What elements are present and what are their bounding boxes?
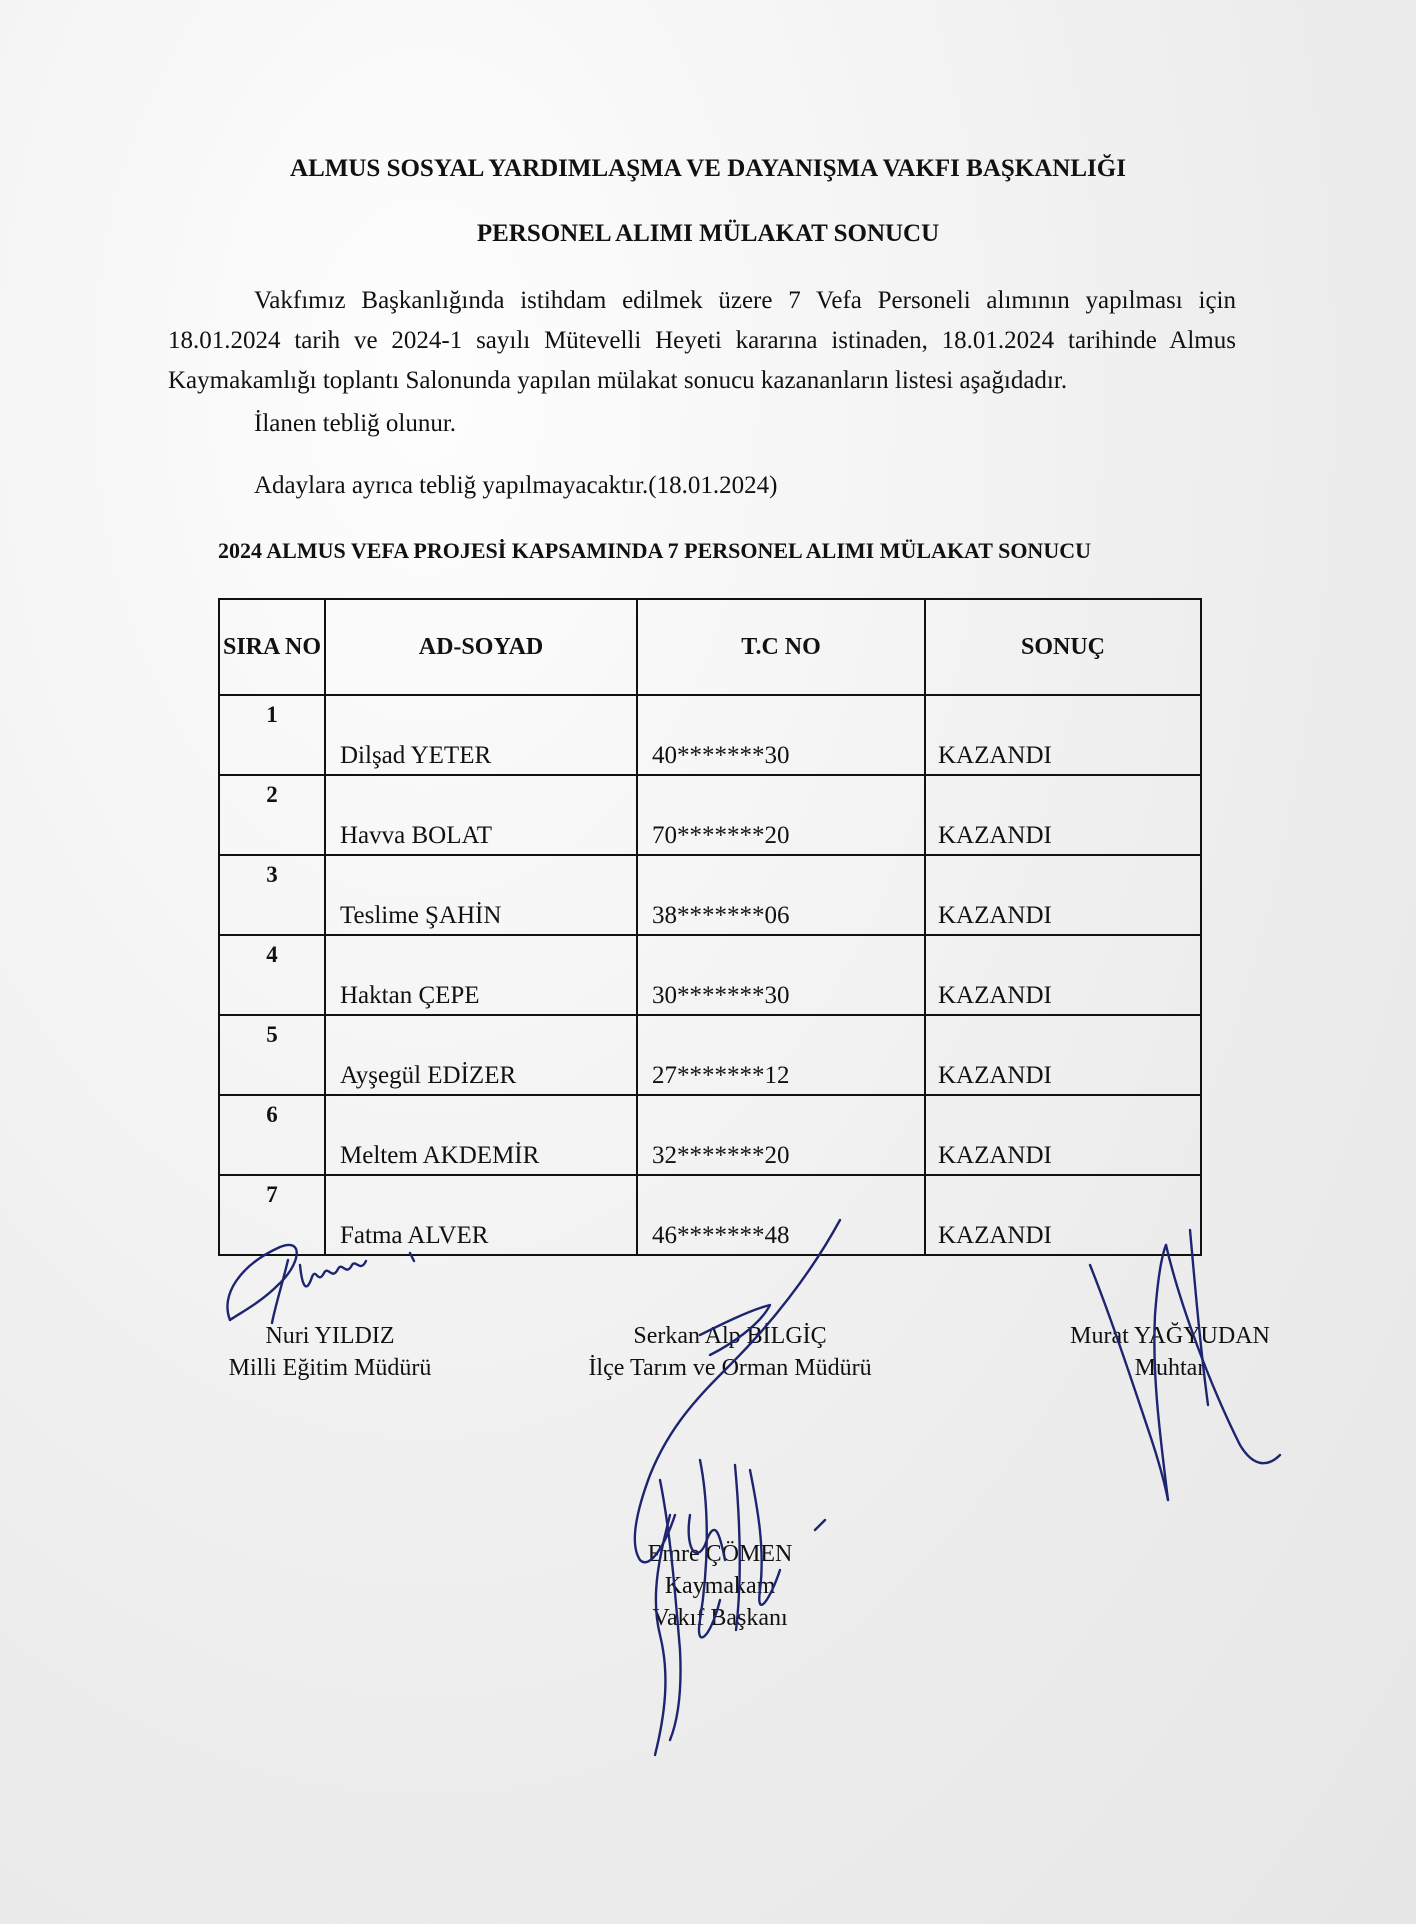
table-caption: 2024 ALMUS VEFA PROJESİ KAPSAMINDA 7 PERSONEL ALIMI MÜLAKAT SONUCU: [218, 538, 1091, 563]
table-row: [219, 1175, 1201, 1255]
row-result: KAZANDI: [925, 855, 1201, 935]
row-sira: 3: [219, 855, 325, 935]
row-tc: 38*******06: [637, 855, 925, 935]
row-name: Haktan ÇEPE: [325, 935, 637, 1015]
table-row: [219, 695, 1201, 775]
table-row: [219, 1015, 1201, 1095]
signatory-title: Milli Eğitim Müdürü: [228, 1355, 432, 1381]
signatory-name: Emre ÇÖMEN: [647, 1541, 793, 1567]
row-result: KAZANDI: [925, 775, 1201, 855]
row-tc: 27*******12: [637, 1015, 925, 1095]
signatory-name: Serkan Alp BİLGİÇ: [633, 1323, 827, 1349]
signatory-title: Muhtar: [1134, 1355, 1206, 1381]
header-name: AD-SOYAD: [325, 599, 637, 695]
row-name: Teslime ŞAHİN: [325, 855, 637, 935]
signature-block-bottom: [580, 1538, 860, 1634]
row-sira: 4: [219, 935, 325, 1015]
header-sira: SIRA NO: [219, 599, 325, 695]
row-sira: 7: [219, 1175, 325, 1255]
row-result: KAZANDI: [925, 1015, 1201, 1095]
table-row: [219, 935, 1201, 1015]
row-name: Havva BOLAT: [325, 775, 637, 855]
header-result: SONUÇ: [925, 599, 1201, 695]
signature-block-right: [1020, 1320, 1320, 1384]
signatory-role: Vakıf Başkanı: [652, 1605, 788, 1631]
row-name: Fatma ALVER: [325, 1175, 637, 1255]
document-subtitle: PERSONEL ALIMI MÜLAKAT SONUCU: [476, 220, 940, 247]
row-sira: 2: [219, 775, 325, 855]
row-result: KAZANDI: [925, 935, 1201, 1015]
table-row: [219, 855, 1201, 935]
results-table: [218, 598, 1202, 1256]
signatory-title: Kaymakam: [664, 1573, 776, 1599]
row-name: Meltem AKDEMİR: [325, 1095, 637, 1175]
signatory-name: Nuri YILDIZ: [265, 1323, 395, 1349]
note-text: Adaylara ayrıca tebliğ yapılmayacaktır.(18.01.2024): [254, 472, 778, 499]
table-header-row: [219, 599, 1201, 695]
notice-text: İlanen tebliğ olunur.: [254, 410, 457, 437]
row-sira: 5: [219, 1015, 325, 1095]
body-paragraph: Vakfımız Başkanlığında istihdam edilmek üzere 7 Vefa Personeli alımının yapılması için 18.01.2024 tarih ve 2024-1 sayılı Mütevelli Heyeti kararına istinaden, 18.01.2024 tarihinde Almus Kaymakamlığı toplantı Salonunda yapılan mülakat sonucu kazananların listesi aşağıdadır.: [168, 287, 1236, 394]
row-tc: 70*******20: [637, 775, 925, 855]
row-name: Ayşegül EDİZER: [325, 1015, 637, 1095]
header-tc: T.C NO: [637, 599, 925, 695]
signatory-title: İlçe Tarım ve Orman Müdürü: [588, 1355, 872, 1381]
document-title: ALMUS SOSYAL YARDIMLAŞMA VE DAYANIŞMA VAKFI BAŞKANLIĞI: [290, 155, 1126, 182]
row-tc: 40*******30: [637, 695, 925, 775]
table-row: [219, 775, 1201, 855]
signatory-name: Murat YAĞYUDAN: [1070, 1323, 1270, 1349]
signature-block-left: [160, 1320, 500, 1384]
row-result: KAZANDI: [925, 695, 1201, 775]
row-sira: 1: [219, 695, 325, 775]
row-result: KAZANDI: [925, 1175, 1201, 1255]
row-tc: 32*******20: [637, 1095, 925, 1175]
table-row: [219, 1095, 1201, 1175]
signature-block-center: [560, 1320, 900, 1384]
row-name: Dilşad YETER: [325, 695, 637, 775]
row-tc: 46*******48: [637, 1175, 925, 1255]
row-sira: 6: [219, 1095, 325, 1175]
row-tc: 30*******30: [637, 935, 925, 1015]
row-result: KAZANDI: [925, 1095, 1201, 1175]
signature-center-icon: [610, 1215, 870, 1775]
